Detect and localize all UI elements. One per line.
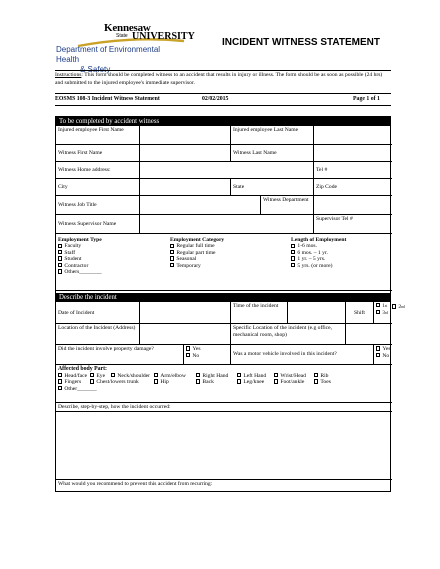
- injured-last-input[interactable]: [314, 126, 392, 145]
- home-address-label: Witness Home address:: [56, 162, 140, 179]
- employment-category-option[interactable]: Seasonal: [170, 256, 224, 262]
- checkbox-icon[interactable]: [186, 353, 190, 357]
- affected-body-part: [56, 365, 392, 403]
- shift-1-suffix: st: [384, 304, 388, 308]
- length-of-employment-group: [291, 237, 346, 269]
- length-option[interactable]: 5 yrs. (or more): [291, 263, 346, 269]
- witness-last-label: Witness Last Name: [231, 145, 314, 162]
- tel-field[interactable]: [314, 162, 392, 179]
- checkbox-icon[interactable]: [196, 373, 200, 377]
- location-label: Location of the Incident (Address): [56, 324, 140, 345]
- checkbox-icon[interactable]: [154, 373, 158, 377]
- employment-options: [56, 234, 392, 291]
- zip-field[interactable]: [314, 179, 392, 196]
- body-part-option[interactable]: [196, 379, 237, 386]
- checkbox-icon[interactable]: [291, 256, 295, 260]
- checkbox-icon[interactable]: [274, 373, 278, 377]
- employment-type-option[interactable]: Contractor: [58, 263, 102, 269]
- tel-label: Tel #: [316, 167, 328, 173]
- employment-type-option[interactable]: Others________: [58, 269, 102, 275]
- checkbox-icon[interactable]: [58, 373, 62, 377]
- shift-2-option[interactable]: [392, 304, 405, 311]
- checkbox-icon[interactable]: [237, 373, 241, 377]
- body-part-label: Toes: [320, 379, 331, 386]
- logo-line1: Kennesaw: [104, 22, 151, 34]
- employment-category-option[interactable]: Temporary: [170, 263, 224, 269]
- body-part-label: Foot/ankle: [280, 379, 305, 386]
- body-part-label: Head/face: [64, 372, 88, 379]
- checkbox-icon[interactable]: [376, 310, 380, 314]
- body-part-label: Wrist/Head: [280, 372, 306, 379]
- checkbox-icon[interactable]: [58, 269, 62, 273]
- shift-label: Shift: [346, 302, 374, 324]
- checkbox-icon[interactable]: [376, 353, 380, 357]
- checkbox-icon[interactable]: [291, 244, 295, 248]
- employment-type-title: Employment Type: [58, 237, 102, 243]
- checkbox-icon[interactable]: [170, 263, 174, 267]
- job-title-input[interactable]: [140, 196, 261, 215]
- supervisor-name-label: Witness Supervisor Name: [56, 215, 140, 234]
- body-part-label: Eye: [96, 372, 106, 379]
- prevent-label: What would you recommend to prevent this accident from recurring:: [58, 481, 213, 487]
- body-part-option[interactable]: [274, 379, 314, 386]
- employment-category-option[interactable]: Regular part time: [170, 250, 224, 256]
- date-of-incident-input[interactable]: [140, 302, 231, 324]
- supervisor-tel-field[interactable]: [314, 215, 392, 234]
- length-of-employment-title: Length of Employment: [291, 237, 347, 243]
- employment-type-option[interactable]: Student: [58, 256, 102, 262]
- section-header-witness: To be completed by accident witness: [56, 117, 390, 126]
- body-part-option[interactable]: [237, 379, 274, 386]
- header-divider: [55, 70, 391, 71]
- zip-label: Zip Code: [316, 184, 337, 190]
- department-label: Witness Department: [261, 196, 314, 215]
- checkbox-icon[interactable]: [154, 379, 158, 383]
- checkbox-icon[interactable]: [186, 346, 190, 350]
- time-of-incident-label: Time of the incident: [231, 302, 288, 324]
- instructions-divider: [55, 93, 391, 94]
- checkbox-icon[interactable]: [274, 379, 278, 383]
- property-damage-label: Did the incident involve property damage?: [56, 345, 184, 365]
- doc-code-line: [55, 96, 229, 102]
- checkbox-icon[interactable]: [170, 250, 174, 254]
- body-part-option[interactable]: [274, 373, 314, 380]
- doc-code: EOSMS 108-3 Incident Witness Statement: [55, 96, 160, 102]
- city-label: City: [56, 179, 140, 196]
- job-title-label: Witness Job Title: [56, 196, 140, 215]
- motor-vehicle-options: [374, 345, 392, 365]
- checkbox-icon[interactable]: [58, 250, 62, 254]
- checkbox-icon[interactable]: [58, 263, 62, 267]
- page-number: Page 1 of 1: [353, 96, 380, 102]
- injured-last-label: Injured employee Last Name: [231, 126, 314, 145]
- instructions: [55, 72, 391, 87]
- body-part-option[interactable]: [154, 379, 196, 386]
- checkbox-icon[interactable]: [90, 379, 94, 383]
- section-header-incident: Describe the incident: [56, 293, 390, 302]
- describe-textarea[interactable]: [56, 412, 392, 480]
- dept-line1: Department of Environmental: [56, 45, 161, 54]
- body-part-option[interactable]: [154, 373, 196, 380]
- body-part-label: Right Hand: [202, 372, 229, 379]
- checkbox-icon[interactable]: [237, 379, 241, 383]
- checkbox-icon[interactable]: [376, 346, 380, 350]
- body-part-label: Arm/elbow: [160, 372, 186, 379]
- length-option[interactable]: 6 mos. – 1 yr.: [291, 250, 346, 256]
- motor-vehicle-no[interactable]: No: [376, 353, 390, 360]
- body-part-option[interactable]: [314, 379, 336, 386]
- witness-first-input[interactable]: [140, 145, 231, 162]
- checkbox-icon[interactable]: [170, 244, 174, 248]
- length-option[interactable]: 1-6 mos.: [291, 243, 346, 249]
- body-part-option[interactable]: [196, 373, 237, 380]
- body-part-option[interactable]: [314, 373, 334, 380]
- checkbox-icon[interactable]: [111, 373, 115, 377]
- body-part-label: Chest/lowers trunk: [96, 379, 139, 386]
- employment-category-group: [170, 237, 224, 269]
- employment-category-title: Employment Category: [170, 237, 225, 243]
- checkbox-icon[interactable]: [90, 373, 94, 377]
- body-part-label: Fingers: [64, 379, 82, 386]
- checkbox-icon[interactable]: [392, 304, 396, 308]
- checkbox-icon[interactable]: [58, 386, 62, 390]
- injured-first-label: Injured employee First Name: [56, 126, 140, 145]
- body-part-label: Hip: [160, 379, 169, 386]
- body-part-option[interactable]: [58, 379, 90, 386]
- checkbox-icon[interactable]: [314, 373, 318, 377]
- affected-title: Affected body Part:: [58, 366, 107, 372]
- property-damage-yes[interactable]: Yes: [186, 346, 228, 353]
- page-title: INCIDENT WITNESS STATEMENT: [222, 37, 380, 48]
- body-part-option[interactable]: [111, 373, 154, 380]
- body-part-option[interactable]: [58, 373, 90, 380]
- checkbox-icon[interactable]: [58, 244, 62, 248]
- witness-form: [55, 116, 405, 492]
- shift-3-suffix: rd: [384, 310, 388, 315]
- doc-date: 02/02/2015: [202, 96, 229, 102]
- checkbox-icon[interactable]: [58, 379, 62, 383]
- date-of-incident-label: Date of Incident: [56, 302, 140, 324]
- body-part-label: Leg/knee: [243, 379, 265, 386]
- supervisor-tel-label: Supervisor Tel #: [316, 216, 353, 222]
- city-input[interactable]: [140, 179, 231, 196]
- injured-first-input[interactable]: [140, 126, 231, 145]
- checkbox-icon[interactable]: [314, 379, 318, 383]
- witness-first-label: Witness First Name: [56, 145, 140, 162]
- employment-category-option[interactable]: Regular full time: [170, 243, 224, 249]
- body-parts-row1: [58, 373, 390, 380]
- length-option[interactable]: 1 yr. – 5 yrs.: [291, 256, 346, 262]
- shift-1: 1: [382, 303, 385, 309]
- shift-2: 2: [398, 304, 402, 310]
- body-part-label: Neck/shoulder: [117, 372, 151, 379]
- dept-line2: Health: [56, 55, 80, 64]
- employment-type-option[interactable]: Staff: [58, 250, 102, 256]
- instructions-text: : This form should be completed witness to an accident that results in injury or illness. The form should be as soon as possible (24 hrs) and submitted to the injured employee's immediate supervisor.: [55, 72, 383, 86]
- department-input[interactable]: [314, 196, 392, 215]
- shift-options: [374, 302, 392, 324]
- body-part-option[interactable]: [90, 379, 154, 386]
- state-label: State: [233, 184, 245, 190]
- body-part-label: Back: [202, 379, 214, 386]
- checkbox-icon[interactable]: [170, 256, 174, 260]
- shift-3: 3: [382, 310, 385, 316]
- body-part-label: Rib: [320, 372, 329, 379]
- checkbox-icon[interactable]: [196, 379, 200, 383]
- employment-type-option[interactable]: Faculty: [58, 243, 102, 249]
- instructions-label: Instructions: [55, 72, 82, 78]
- body-part-label: Left Hand: [243, 372, 267, 379]
- specific-location-input[interactable]: [346, 324, 392, 345]
- motor-vehicle-label: Was a motor vehicle involved in this incident?: [231, 345, 374, 365]
- employment-type-group: [58, 237, 102, 275]
- checkbox-icon[interactable]: [291, 250, 295, 254]
- property-damage-options: [184, 345, 231, 365]
- property-damage-no[interactable]: No: [186, 353, 228, 360]
- state-field[interactable]: [231, 179, 314, 196]
- checkbox-icon[interactable]: [376, 303, 380, 307]
- witness-last-input[interactable]: [314, 145, 392, 162]
- checkbox-icon[interactable]: [291, 263, 295, 267]
- checkbox-icon[interactable]: [58, 256, 62, 260]
- body-part-option[interactable]: [90, 373, 111, 380]
- meta-divider: [55, 105, 391, 106]
- supervisor-name-input[interactable]: [140, 215, 314, 234]
- body-part-option[interactable]: [237, 373, 274, 380]
- time-of-incident-input[interactable]: [288, 302, 346, 324]
- home-address-input[interactable]: [140, 162, 314, 179]
- body-part-other[interactable]: Other_______: [58, 386, 390, 393]
- shift-2-suffix: nd: [401, 305, 405, 309]
- specific-location-label: Specific Location of the incident (e.g office, mechanical room, shop): [231, 324, 346, 345]
- logo-line2: UNIVERSITY: [132, 31, 195, 42]
- motor-vehicle-yes[interactable]: Yes: [376, 346, 390, 353]
- location-input[interactable]: [140, 324, 231, 345]
- logo-state: State: [116, 33, 128, 39]
- body-parts-row2: [58, 379, 390, 386]
- describe-label: Describe, step-by-step, how the incident occurred:: [56, 403, 392, 412]
